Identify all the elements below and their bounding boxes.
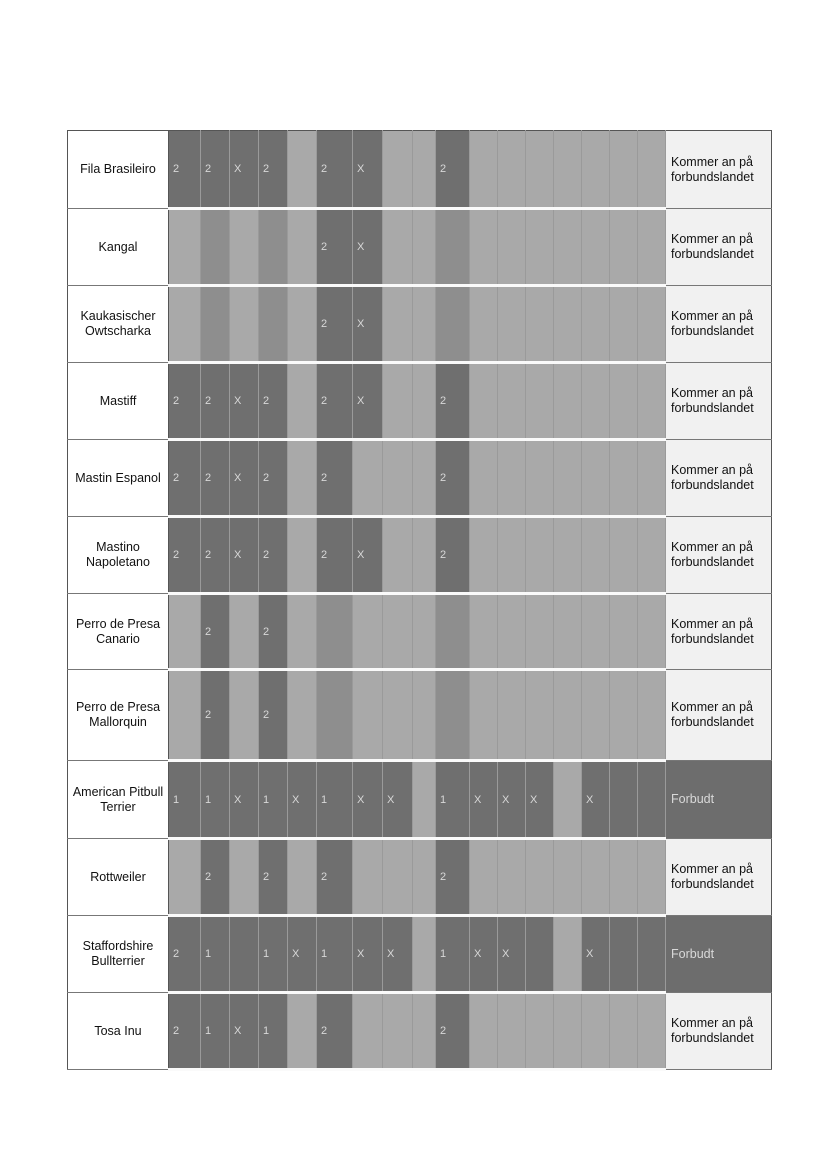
table-row [68, 363, 772, 440]
rating-cell [470, 839, 498, 916]
rating-cell [638, 131, 666, 209]
rating-cell [554, 993, 582, 1070]
rating-cell: X [582, 916, 610, 993]
legal-status: Kommer an på forbundslandet [666, 363, 772, 440]
rating-cell: 2 [169, 440, 201, 517]
rating-cell: X [288, 916, 317, 993]
rating-cell [526, 670, 554, 761]
rating-cell [383, 993, 413, 1070]
rating-cell: 2 [201, 839, 230, 916]
rating-cell [383, 131, 413, 209]
table-row [68, 670, 772, 761]
rating-cell: X [230, 517, 259, 594]
rating-cell: 2 [317, 517, 353, 594]
rating-cell: 2 [169, 916, 201, 993]
rating-cell: X [383, 916, 413, 993]
rating-cell: 2 [259, 517, 288, 594]
breed-name: American Pitbull Terrier [68, 761, 169, 839]
rating-cell [353, 670, 383, 761]
rating-cell [383, 286, 413, 363]
rating-cell: 1 [317, 916, 353, 993]
rating-cell [582, 594, 610, 670]
table-row [68, 286, 772, 363]
rating-cell [317, 670, 353, 761]
rating-cell [288, 993, 317, 1070]
rating-cell: X [353, 363, 383, 440]
rating-cell [498, 440, 526, 517]
legal-status: Forbudt [666, 761, 772, 839]
rating-cell: 2 [436, 440, 470, 517]
rating-cell [230, 916, 259, 993]
rating-cell: X [353, 761, 383, 839]
rating-cell [582, 209, 610, 286]
rating-cell: X [353, 916, 383, 993]
rating-cell: X [230, 993, 259, 1070]
rating-cell [610, 209, 638, 286]
rating-cell [383, 517, 413, 594]
rating-cell: X [470, 761, 498, 839]
rating-cell [353, 839, 383, 916]
rating-cell [554, 440, 582, 517]
rating-cell: 2 [317, 839, 353, 916]
legal-status: Kommer an på forbundslandet [666, 517, 772, 594]
rating-cell [610, 517, 638, 594]
rating-cell [288, 440, 317, 517]
rating-cell [526, 594, 554, 670]
rating-cell [230, 594, 259, 670]
rating-cell [582, 517, 610, 594]
rating-cell: X [353, 517, 383, 594]
rating-cell: 1 [169, 761, 201, 839]
rating-cell: X [383, 761, 413, 839]
legal-status: Kommer an på forbundslandet [666, 670, 772, 761]
table-body [68, 131, 772, 1070]
legal-status: Kommer an på forbundslandet [666, 839, 772, 916]
rating-cell: X [498, 761, 526, 839]
rating-cell: X [353, 131, 383, 209]
rating-cell [413, 209, 436, 286]
rating-cell: X [582, 761, 610, 839]
table-row [68, 440, 772, 517]
rating-cell [383, 839, 413, 916]
rating-cell [526, 286, 554, 363]
rating-cell [470, 517, 498, 594]
rating-cell [470, 209, 498, 286]
rating-cell: 2 [436, 517, 470, 594]
rating-cell [230, 670, 259, 761]
rating-cell: 2 [169, 517, 201, 594]
rating-cell [554, 286, 582, 363]
rating-cell: 1 [436, 916, 470, 993]
rating-cell [638, 594, 666, 670]
rating-cell [288, 517, 317, 594]
rating-cell [201, 209, 230, 286]
rating-cell: 1 [436, 761, 470, 839]
rating-cell [554, 670, 582, 761]
breed-name: Mastiff [68, 363, 169, 440]
rating-cell [638, 839, 666, 916]
rating-cell [526, 363, 554, 440]
rating-cell [526, 440, 554, 517]
rating-cell: 2 [201, 670, 230, 761]
rating-cell [498, 594, 526, 670]
rating-cell: 2 [259, 594, 288, 670]
rating-cell: 2 [169, 993, 201, 1070]
table-row [68, 131, 772, 209]
rating-cell [498, 209, 526, 286]
table-row [68, 209, 772, 286]
rating-cell [610, 916, 638, 993]
rating-cell: 2 [436, 839, 470, 916]
rating-cell [498, 993, 526, 1070]
rating-cell [470, 440, 498, 517]
rating-cell: 1 [317, 761, 353, 839]
breed-name: Perro de Presa Canario [68, 594, 169, 670]
legal-status: Kommer an på forbundslandet [666, 209, 772, 286]
rating-cell [498, 131, 526, 209]
rating-cell: 1 [259, 761, 288, 839]
breed-name: Mastin Espanol [68, 440, 169, 517]
rating-cell: 2 [201, 131, 230, 209]
rating-cell [582, 440, 610, 517]
rating-cell: 1 [201, 761, 230, 839]
table-row [68, 761, 772, 839]
rating-cell: 2 [436, 131, 470, 209]
rating-cell [582, 839, 610, 916]
rating-cell [582, 286, 610, 363]
rating-cell [610, 993, 638, 1070]
rating-cell: X [353, 286, 383, 363]
rating-cell [638, 670, 666, 761]
rating-cell [383, 670, 413, 761]
rating-cell [259, 286, 288, 363]
rating-cell: 2 [436, 993, 470, 1070]
rating-cell [169, 670, 201, 761]
rating-cell [610, 761, 638, 839]
rating-cell [353, 440, 383, 517]
rating-cell: 2 [259, 131, 288, 209]
rating-cell [413, 517, 436, 594]
rating-cell [436, 209, 470, 286]
rating-cell [498, 839, 526, 916]
rating-cell [259, 209, 288, 286]
rating-cell [288, 594, 317, 670]
rating-cell: 2 [259, 670, 288, 761]
rating-cell: 2 [259, 363, 288, 440]
rating-cell [526, 131, 554, 209]
rating-cell: X [498, 916, 526, 993]
rating-cell [610, 594, 638, 670]
rating-cell: 1 [201, 993, 230, 1070]
rating-cell [526, 209, 554, 286]
rating-cell [413, 594, 436, 670]
rating-cell [638, 440, 666, 517]
rating-cell [610, 670, 638, 761]
breed-name: Fila Brasileiro [68, 131, 169, 209]
rating-cell: X [230, 440, 259, 517]
rating-cell [169, 594, 201, 670]
rating-cell: 2 [169, 131, 201, 209]
rating-cell [230, 286, 259, 363]
rating-cell: 2 [317, 363, 353, 440]
rating-cell: 1 [201, 916, 230, 993]
table-row [68, 517, 772, 594]
rating-cell [470, 993, 498, 1070]
breed-name: Tosa Inu [68, 993, 169, 1070]
legal-status: Kommer an på forbundslandet [666, 440, 772, 517]
rating-cell [413, 440, 436, 517]
rating-cell [554, 363, 582, 440]
rating-cell [470, 670, 498, 761]
rating-cell [436, 594, 470, 670]
rating-cell [413, 286, 436, 363]
rating-cell: 2 [317, 440, 353, 517]
rating-cell [554, 209, 582, 286]
rating-cell [288, 670, 317, 761]
rating-cell [582, 670, 610, 761]
rating-cell [554, 131, 582, 209]
rating-cell [353, 993, 383, 1070]
rating-cell [498, 363, 526, 440]
rating-cell: 2 [317, 286, 353, 363]
rating-cell: 2 [201, 517, 230, 594]
rating-cell [413, 363, 436, 440]
rating-cell [582, 363, 610, 440]
rating-cell [554, 916, 582, 993]
breed-name: Mastino Napoletano [68, 517, 169, 594]
rating-cell [383, 363, 413, 440]
breed-name: Staffordshire Bullterrier [68, 916, 169, 993]
rating-cell [413, 839, 436, 916]
rating-cell: 2 [201, 440, 230, 517]
rating-cell [383, 594, 413, 670]
rating-cell: X [230, 761, 259, 839]
rating-cell [413, 993, 436, 1070]
rating-cell: X [230, 363, 259, 440]
rating-cell [383, 209, 413, 286]
rating-cell: X [526, 761, 554, 839]
rating-cell: X [230, 131, 259, 209]
rating-cell [638, 286, 666, 363]
rating-cell [288, 286, 317, 363]
breed-restriction-table [67, 130, 772, 1071]
rating-cell [436, 670, 470, 761]
table-row [68, 916, 772, 993]
rating-cell [526, 916, 554, 993]
rating-cell: 2 [201, 363, 230, 440]
rating-cell [317, 594, 353, 670]
rating-cell: 2 [259, 839, 288, 916]
rating-cell [413, 670, 436, 761]
rating-cell: 2 [259, 440, 288, 517]
rating-cell [638, 209, 666, 286]
breed-name: Kangal [68, 209, 169, 286]
rating-cell [470, 286, 498, 363]
rating-cell [169, 839, 201, 916]
breed-name: Kaukasischer Owtscharka [68, 286, 169, 363]
rating-cell [638, 993, 666, 1070]
rating-cell [526, 839, 554, 916]
rating-cell [169, 209, 201, 286]
rating-cell [610, 363, 638, 440]
rating-cell [288, 363, 317, 440]
rating-cell: 1 [259, 993, 288, 1070]
rating-cell [554, 839, 582, 916]
rating-cell [610, 440, 638, 517]
rating-cell [413, 916, 436, 993]
rating-cell [610, 131, 638, 209]
rating-cell: 2 [317, 209, 353, 286]
rating-cell: 2 [436, 363, 470, 440]
rating-cell [638, 517, 666, 594]
rating-cell [498, 517, 526, 594]
rating-cell [288, 839, 317, 916]
rating-cell [638, 363, 666, 440]
rating-cell: X [470, 916, 498, 993]
rating-cell [638, 761, 666, 839]
rating-cell [526, 517, 554, 594]
rating-cell [554, 594, 582, 670]
rating-cell [498, 286, 526, 363]
rating-cell [230, 209, 259, 286]
rating-cell: 2 [201, 594, 230, 670]
rating-cell: X [353, 209, 383, 286]
legal-status: Kommer an på forbundslandet [666, 594, 772, 670]
rating-cell: 2 [169, 363, 201, 440]
rating-cell [638, 916, 666, 993]
rating-cell [554, 761, 582, 839]
rating-cell: 2 [317, 131, 353, 209]
breed-name: Rottweiler [68, 839, 169, 916]
rating-cell [610, 286, 638, 363]
rating-cell [201, 286, 230, 363]
rating-cell [413, 761, 436, 839]
rating-cell: 1 [259, 916, 288, 993]
rating-cell [470, 363, 498, 440]
rating-cell [169, 286, 201, 363]
rating-cell [288, 131, 317, 209]
rating-cell [610, 839, 638, 916]
legal-status: Kommer an på forbundslandet [666, 993, 772, 1070]
rating-cell [288, 209, 317, 286]
breed-name: Perro de Presa Mallorquin [68, 670, 169, 761]
rating-cell [582, 131, 610, 209]
rating-cell [383, 440, 413, 517]
table-row [68, 839, 772, 916]
rating-cell [470, 594, 498, 670]
rating-cell: X [288, 761, 317, 839]
rating-cell [498, 670, 526, 761]
rating-cell [436, 286, 470, 363]
table-row [68, 993, 772, 1070]
rating-cell [554, 517, 582, 594]
rating-cell [582, 993, 610, 1070]
legal-status: Kommer an på forbundslandet [666, 131, 772, 209]
rating-cell [526, 993, 554, 1070]
legal-status: Kommer an på forbundslandet [666, 286, 772, 363]
rating-cell [470, 131, 498, 209]
rating-cell [353, 594, 383, 670]
rating-cell: 2 [317, 993, 353, 1070]
legal-status: Forbudt [666, 916, 772, 993]
table-row [68, 594, 772, 670]
rating-cell [413, 131, 436, 209]
rating-cell [230, 839, 259, 916]
